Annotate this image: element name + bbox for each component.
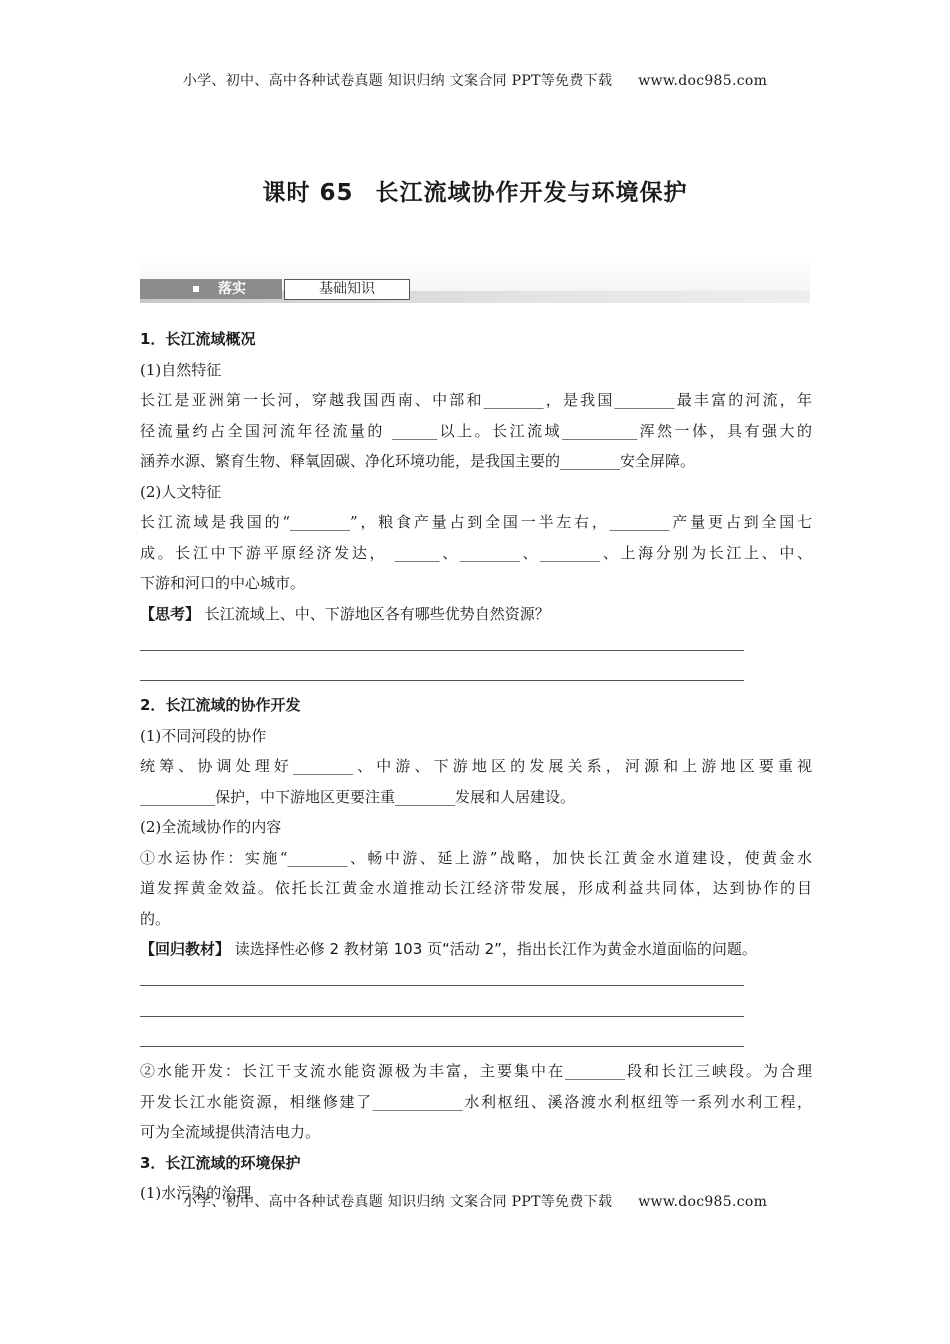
page-header: [0, 70, 950, 90]
s2-p2-line-3: 的。: [140, 909, 171, 928]
lesson-title: 长江流域协作开发与环境保护: [375, 180, 688, 206]
section-1-sub-2: (2)人文特征: [140, 482, 222, 501]
s1-p2-line-2: 成。长江中下游平原经济发达， ______、________、________、上海分别为长江上、中、: [140, 543, 812, 562]
worksheet-content: [140, 324, 812, 1209]
banner-tag-dark: [140, 279, 282, 299]
banner-tag-dark-label: 落实: [218, 281, 246, 297]
section-2-heading: 2．长江流域的协作开发: [140, 696, 301, 714]
answer-line[interactable]: [140, 965, 744, 996]
s1-p1-line-3: 涵养水源、繁育生物、释氧固碳、净化环境功能，是我国主要的________安全屏障。: [140, 452, 696, 470]
lesson-number: 课时 65: [262, 180, 354, 206]
section-1-heading: 1．长江流域概况: [140, 330, 256, 348]
s2-p3-line-2: 开发长江水能资源，相继修建了____________水利枢纽、溪洛渡水利枢纽等一系列水利工程，: [140, 1092, 812, 1111]
s1-p1-line-2: 径流量约占全国河流年径流量的 ______以上。长江流域__________浑然一体，具有强大的: [140, 421, 812, 440]
answer-line[interactable]: [140, 629, 744, 660]
answer-line[interactable]: [140, 660, 744, 691]
section-1-sub-1: (1)自然特征: [140, 360, 222, 379]
s2-p3-line-1: ②水能开发：长江干支流水能资源极为丰富，主要集中在________段和长江三峡段。为合理: [140, 1062, 812, 1080]
header-site-link[interactable]: www.doc985.com: [638, 73, 768, 89]
answer-line[interactable]: [140, 995, 744, 1026]
s2-p2-line-1: ①水运协作：实施“________、畅中游、延上游”战略，加快长江黄金水道建设，使黄金水: [140, 848, 812, 867]
review-prompt: [140, 934, 812, 965]
s2-p1-line-2: __________保护，中下游地区更要注重________发展和人居建设。: [140, 787, 576, 806]
section-3-sub-1: (1)水污染的治理: [140, 1184, 252, 1202]
page-title: [0, 174, 950, 207]
section-2-sub-1: (1)不同河段的协作: [140, 726, 267, 745]
section-2-sub-2: (2)全流域协作的内容: [140, 818, 282, 836]
footer-site-link[interactable]: www.doc985.com: [638, 1194, 768, 1210]
s1-p2-line-3: 下游和河口的中心城市。: [140, 574, 306, 592]
section-banner: [140, 257, 810, 303]
s1-p1-line-1: 长江是亚洲第一长河，穿越我国西南、中部和________，是我国________最丰富的河流，年: [140, 391, 812, 409]
banner-tag-light: 基础知识: [284, 279, 410, 300]
review-label: 【回归教材】: [140, 940, 231, 958]
review-text: 读选择性必修 2 教材第 103 页“活动 2”，指出长江作为黄金水道面临的问题。: [230, 940, 757, 958]
think-label: 【思考】: [140, 604, 201, 623]
think-text: 长江流域上、中、下游地区各有哪些优势自然资源？: [200, 604, 550, 623]
page-footer: [0, 1191, 950, 1211]
square-bullet-icon: [193, 286, 199, 292]
header-text: 小学、初中、高中各种试卷真题 知识归纳 文案合同 PPT等免费下载: [182, 73, 613, 89]
s2-p2-line-2: 道发挥黄金效益。依托长江黄金水道推动长江经济带发展，形成利益共同体，达到协作的目: [140, 879, 812, 897]
think-prompt: [140, 599, 812, 630]
s2-p1-line-1: 统筹、协调处理好________、中游、下游地区的发展关系，河源和上游地区要重视: [140, 757, 812, 775]
s1-p2-line-1: 长江流域是我国的“________”，粮食产量占到全国一半左右，________产量更占到全国七: [140, 513, 812, 531]
answer-line[interactable]: [140, 1026, 744, 1057]
footer-text: 小学、初中、高中各种试卷真题 知识归纳 文案合同 PPT等免费下载: [182, 1194, 613, 1210]
s2-p3-line-3: 可为全流域提供清洁电力。: [140, 1123, 321, 1141]
section-3-heading: 3．长江流域的环境保护: [140, 1153, 301, 1172]
